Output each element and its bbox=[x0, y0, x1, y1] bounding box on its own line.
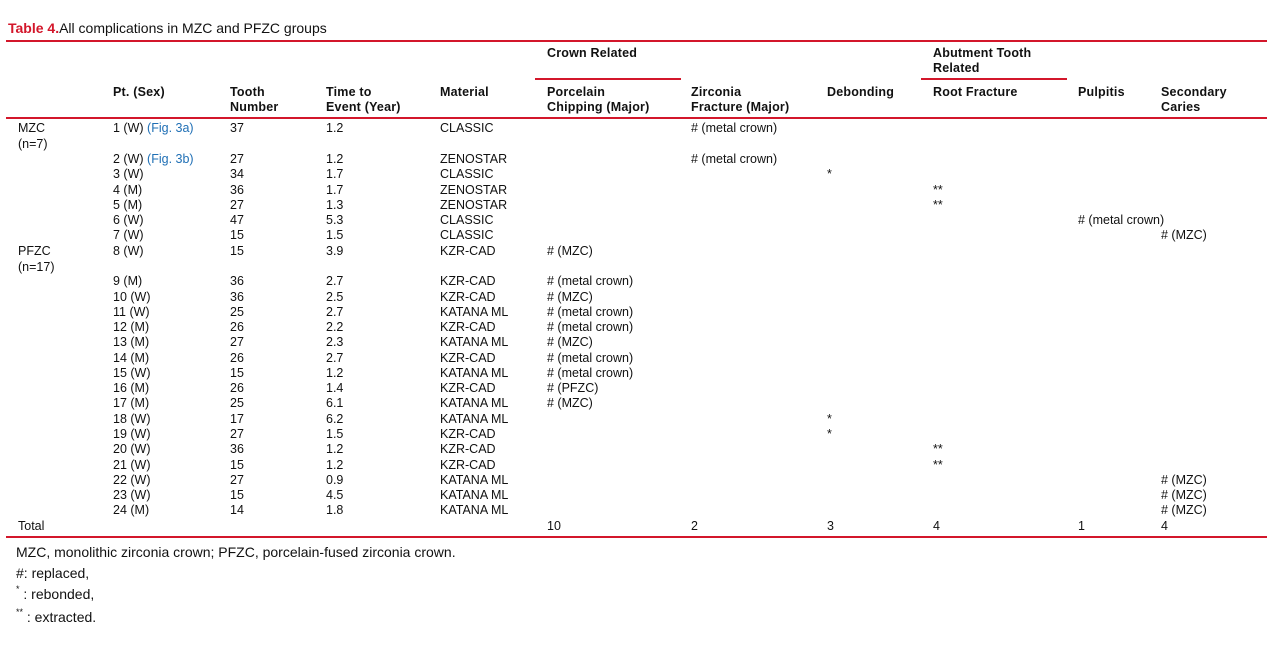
patient-label: 24 (M) bbox=[113, 503, 150, 517]
cell-tooth: 36 bbox=[230, 290, 244, 304]
table-label: Table 4. bbox=[8, 20, 60, 36]
cell-tooth: 36 bbox=[230, 274, 244, 288]
cell-patient bbox=[113, 183, 142, 198]
cell-zirconia: # (metal crown) bbox=[691, 121, 778, 135]
cell-material: CLASSIC bbox=[440, 213, 494, 227]
cell-material: KATANA ML bbox=[440, 396, 509, 410]
footnote-abbreviations: MZC, monolithic zirconia crown; PFZC, porcelain-fused zirconia crown. bbox=[16, 544, 456, 560]
cell-material: KATANA ML bbox=[440, 412, 509, 426]
total-porcelain: 10 bbox=[547, 519, 561, 533]
col-header-tooth-line1: Tooth bbox=[230, 85, 265, 99]
cell-tooth: 25 bbox=[230, 396, 244, 410]
cell-pulpitis: # (metal crown) bbox=[1078, 213, 1165, 227]
figure-link[interactable]: (Fig. 3b) bbox=[147, 152, 194, 166]
group-header-abutment-line1: Abutment Tooth bbox=[933, 46, 1032, 60]
patient-label: 8 (W) bbox=[113, 244, 144, 258]
cell-tooth: 26 bbox=[230, 381, 244, 395]
total-caries: 4 bbox=[1161, 519, 1168, 533]
cell-patient bbox=[113, 412, 151, 427]
cell-time: 1.7 bbox=[326, 167, 344, 181]
cell-time: 3.9 bbox=[326, 244, 344, 258]
cell-debonding: * bbox=[827, 427, 832, 441]
patient-label: 11 (W) bbox=[113, 305, 150, 319]
patient-label: 22 (W) bbox=[113, 473, 151, 487]
cell-patient bbox=[113, 167, 144, 182]
group-header-abutment-line2: Related bbox=[933, 61, 980, 75]
cell-porcelain: # (MZC) bbox=[547, 290, 593, 304]
patient-label: 20 (W) bbox=[113, 442, 151, 456]
cell-tooth: 27 bbox=[230, 198, 244, 212]
col-header-tooth-line2: Number bbox=[230, 100, 279, 114]
cell-patient bbox=[113, 213, 144, 228]
cell-material: KZR-CAD bbox=[440, 244, 496, 258]
cell-patient bbox=[113, 503, 149, 518]
figure-link[interactable]: (Fig. 3a) bbox=[147, 121, 194, 135]
cell-porcelain: # (MZC) bbox=[547, 244, 593, 258]
abutment-related-underline bbox=[921, 78, 1067, 80]
col-header-caries-line1: Secondary bbox=[1161, 85, 1227, 99]
cell-time: 1.8 bbox=[326, 503, 344, 517]
cell-root: ** bbox=[933, 198, 943, 212]
group-label-pfzc: PFZC bbox=[18, 244, 51, 258]
cell-patient bbox=[113, 290, 151, 305]
cell-material: KZR-CAD bbox=[440, 427, 496, 441]
cell-porcelain: # (metal crown) bbox=[547, 351, 634, 365]
cell-tooth: 47 bbox=[230, 213, 244, 227]
cell-patient bbox=[113, 305, 150, 320]
bottom-rule bbox=[6, 536, 1267, 538]
cell-time: 1.2 bbox=[326, 458, 344, 472]
cell-patient bbox=[113, 121, 194, 136]
col-header-material: Material bbox=[440, 85, 489, 99]
cell-tooth: 27 bbox=[230, 473, 244, 487]
cell-tooth: 37 bbox=[230, 121, 244, 135]
patient-label: 2 (W) bbox=[113, 152, 144, 166]
patient-label: 18 (W) bbox=[113, 412, 151, 426]
patient-label: 15 (W) bbox=[113, 366, 151, 380]
col-header-pulpitis: Pulpitis bbox=[1078, 85, 1125, 99]
cell-time: 1.5 bbox=[326, 228, 344, 242]
group-header-crown-related: Crown Related bbox=[547, 46, 638, 60]
footnote-star-symbol: * bbox=[16, 584, 20, 594]
cell-patient bbox=[113, 427, 151, 442]
cell-time: 2.7 bbox=[326, 305, 344, 319]
cell-time: 2.2 bbox=[326, 320, 344, 334]
patient-label: 21 (W) bbox=[113, 458, 151, 472]
col-header-time-line2: Event (Year) bbox=[326, 100, 401, 114]
crown-related-underline bbox=[535, 78, 681, 80]
cell-material: KATANA ML bbox=[440, 473, 509, 487]
header-bottom-rule bbox=[6, 117, 1267, 119]
cell-time: 5.3 bbox=[326, 213, 344, 227]
cell-tooth: 27 bbox=[230, 152, 244, 166]
cell-porcelain: # (PFZC) bbox=[547, 381, 599, 395]
cell-caries: # (MZC) bbox=[1161, 473, 1207, 487]
cell-time: 1.7 bbox=[326, 183, 344, 197]
cell-porcelain: # (metal crown) bbox=[547, 274, 634, 288]
cell-patient bbox=[113, 442, 151, 457]
table-title: All complications in MZC and PFZC groups bbox=[59, 20, 327, 36]
cell-patient bbox=[113, 458, 151, 473]
patient-label: 17 (M) bbox=[113, 396, 150, 410]
col-header-root-fracture: Root Fracture bbox=[933, 85, 1018, 99]
footnote-rebonded bbox=[16, 584, 456, 607]
patient-label: 12 (M) bbox=[113, 320, 150, 334]
cell-material: KZR-CAD bbox=[440, 320, 496, 334]
cell-root: ** bbox=[933, 458, 943, 472]
table-caption bbox=[8, 20, 327, 36]
col-header-porcelain-line2: Chipping (Major) bbox=[547, 100, 650, 114]
cell-tooth: 34 bbox=[230, 167, 244, 181]
group-label-mzc: MZC bbox=[18, 121, 46, 135]
patient-label: 19 (W) bbox=[113, 427, 151, 441]
cell-time: 1.5 bbox=[326, 427, 344, 441]
patient-label: 4 (M) bbox=[113, 183, 143, 197]
patient-label: 13 (M) bbox=[113, 335, 150, 349]
cell-root: ** bbox=[933, 183, 943, 197]
cell-material: KZR-CAD bbox=[440, 351, 496, 365]
cell-tooth: 14 bbox=[230, 503, 244, 517]
patient-label: 3 (W) bbox=[113, 167, 144, 181]
group-count-mzc: (n=7) bbox=[18, 137, 48, 151]
cell-tooth: 36 bbox=[230, 183, 244, 197]
cell-time: 2.7 bbox=[326, 351, 344, 365]
patient-label: 16 (M) bbox=[113, 381, 150, 395]
footnote-extracted bbox=[16, 607, 456, 630]
cell-patient bbox=[113, 244, 144, 259]
patient-label: 14 (M) bbox=[113, 351, 150, 365]
cell-material: KZR-CAD bbox=[440, 381, 496, 395]
cell-time: 2.5 bbox=[326, 290, 344, 304]
cell-tooth: 17 bbox=[230, 412, 244, 426]
total-pulpitis: 1 bbox=[1078, 519, 1085, 533]
footnote-rebonded-text: : rebonded, bbox=[23, 586, 95, 602]
cell-material: KATANA ML bbox=[440, 305, 509, 319]
total-zirconia: 2 bbox=[691, 519, 698, 533]
col-header-pt: Pt. (Sex) bbox=[113, 85, 165, 99]
cell-time: 4.5 bbox=[326, 488, 344, 502]
patient-label: 7 (W) bbox=[113, 228, 144, 242]
cell-tooth: 27 bbox=[230, 427, 244, 441]
cell-time: 2.3 bbox=[326, 335, 344, 349]
cell-tooth: 15 bbox=[230, 244, 244, 258]
cell-tooth: 25 bbox=[230, 305, 244, 319]
cell-patient bbox=[113, 335, 149, 350]
cell-debonding: * bbox=[827, 412, 832, 426]
footnote-replaced: #: replaced, bbox=[16, 565, 90, 581]
cell-time: 0.9 bbox=[326, 473, 344, 487]
col-header-porcelain-line1: Porcelain bbox=[547, 85, 606, 99]
cell-time: 1.4 bbox=[326, 381, 344, 395]
total-debonding: 3 bbox=[827, 519, 834, 533]
cell-debonding: * bbox=[827, 167, 832, 181]
cell-caries: # (MZC) bbox=[1161, 503, 1207, 517]
patient-label: 6 (W) bbox=[113, 213, 144, 227]
footnote-extracted-text: : extracted. bbox=[26, 609, 97, 625]
cell-material: KATANA ML bbox=[440, 488, 509, 502]
cell-patient bbox=[113, 488, 151, 503]
cell-time: 1.2 bbox=[326, 366, 344, 380]
patient-label: 23 (W) bbox=[113, 488, 151, 502]
top-rule bbox=[6, 40, 1267, 42]
patient-label: 9 (M) bbox=[113, 274, 143, 288]
cell-patient bbox=[113, 351, 149, 366]
cell-material: ZENOSTAR bbox=[440, 183, 508, 197]
cell-tooth: 26 bbox=[230, 320, 244, 334]
cell-material: KZR-CAD bbox=[440, 290, 496, 304]
cell-patient bbox=[113, 396, 149, 411]
cell-patient bbox=[113, 366, 151, 381]
cell-time: 6.2 bbox=[326, 412, 344, 426]
cell-patient bbox=[113, 381, 149, 396]
cell-porcelain: # (metal crown) bbox=[547, 305, 634, 319]
cell-patient bbox=[113, 228, 144, 243]
footnote-double-star-symbol: ** bbox=[16, 607, 24, 617]
cell-root: ** bbox=[933, 442, 943, 456]
col-header-debonding: Debonding bbox=[827, 85, 895, 99]
cell-caries: # (MZC) bbox=[1161, 488, 1207, 502]
cell-tooth: 15 bbox=[230, 458, 244, 472]
cell-patient bbox=[113, 274, 142, 289]
cell-material: KATANA ML bbox=[440, 503, 509, 517]
cell-time: 1.2 bbox=[326, 442, 344, 456]
cell-patient bbox=[113, 473, 151, 488]
patient-label: 1 (W) bbox=[113, 121, 144, 135]
cell-time: 1.2 bbox=[326, 152, 344, 166]
col-header-caries-line2: Caries bbox=[1161, 100, 1201, 114]
col-header-zirconia-line2: Fracture (Major) bbox=[691, 100, 790, 114]
cell-patient bbox=[113, 320, 149, 335]
cell-tooth: 15 bbox=[230, 366, 244, 380]
cell-material: CLASSIC bbox=[440, 121, 494, 135]
cell-tooth: 15 bbox=[230, 488, 244, 502]
table-footnotes bbox=[16, 542, 456, 630]
cell-porcelain: # (MZC) bbox=[547, 396, 593, 410]
cell-porcelain: # (metal crown) bbox=[547, 320, 634, 334]
cell-material: CLASSIC bbox=[440, 228, 494, 242]
patient-label: 5 (M) bbox=[113, 198, 143, 212]
cell-patient bbox=[113, 152, 194, 167]
cell-time: 1.3 bbox=[326, 198, 344, 212]
col-header-time-line1: Time to bbox=[326, 85, 372, 99]
cell-material: KATANA ML bbox=[440, 366, 509, 380]
cell-caries: # (MZC) bbox=[1161, 228, 1207, 242]
col-header-zirconia-line1: Zirconia bbox=[691, 85, 742, 99]
cell-zirconia: # (metal crown) bbox=[691, 152, 778, 166]
total-root-fracture: 4 bbox=[933, 519, 940, 533]
total-label: Total bbox=[18, 519, 45, 533]
cell-porcelain: # (metal crown) bbox=[547, 366, 634, 380]
cell-time: 6.1 bbox=[326, 396, 344, 410]
cell-time: 2.7 bbox=[326, 274, 344, 288]
cell-time: 1.2 bbox=[326, 121, 344, 135]
cell-material: KATANA ML bbox=[440, 335, 509, 349]
cell-patient bbox=[113, 198, 142, 213]
cell-material: ZENOSTAR bbox=[440, 152, 508, 166]
cell-material: KZR-CAD bbox=[440, 274, 496, 288]
cell-porcelain: # (MZC) bbox=[547, 335, 593, 349]
cell-material: KZR-CAD bbox=[440, 442, 496, 456]
cell-tooth: 26 bbox=[230, 351, 244, 365]
group-count-pfzc: (n=17) bbox=[18, 260, 55, 274]
patient-label: 10 (W) bbox=[113, 290, 151, 304]
cell-material: KZR-CAD bbox=[440, 458, 496, 472]
cell-tooth: 36 bbox=[230, 442, 244, 456]
cell-material: ZENOSTAR bbox=[440, 198, 508, 212]
cell-material: CLASSIC bbox=[440, 167, 494, 181]
cell-tooth: 27 bbox=[230, 335, 244, 349]
cell-tooth: 15 bbox=[230, 228, 244, 242]
